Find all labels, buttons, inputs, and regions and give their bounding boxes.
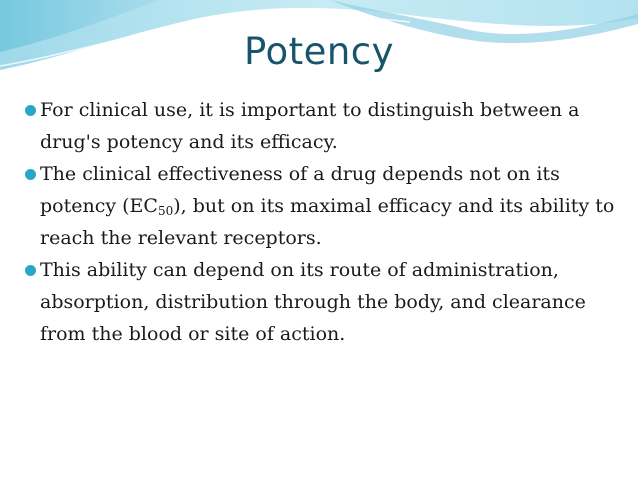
bullet-dot-icon <box>25 105 36 116</box>
bullet-item <box>20 254 620 350</box>
bullet-item <box>20 158 620 254</box>
bullet-text <box>40 158 620 254</box>
slide-title: Potency <box>243 30 395 73</box>
bullet-text: This ability can depend on its route of administration, absorption, distribution through the body, and clearance from the blood or site of action. <box>40 259 586 345</box>
bullet-list <box>20 94 620 350</box>
bullet-dot-icon <box>25 169 36 180</box>
bullet-text: For clinical use, it is important to distinguish between a drug's potency and its efficacy. <box>40 99 580 153</box>
bullet-item <box>20 94 620 158</box>
bullet-dot-icon <box>25 265 36 276</box>
ec50-subscript: 50 <box>157 204 174 218</box>
bullet-text-part: The clinical effectiveness of a drug depends not on its potency (EC <box>40 163 560 217</box>
bullet-text-part: ), but on its maximal efficacy and its ability to reach the relevant receptors. <box>40 195 615 249</box>
